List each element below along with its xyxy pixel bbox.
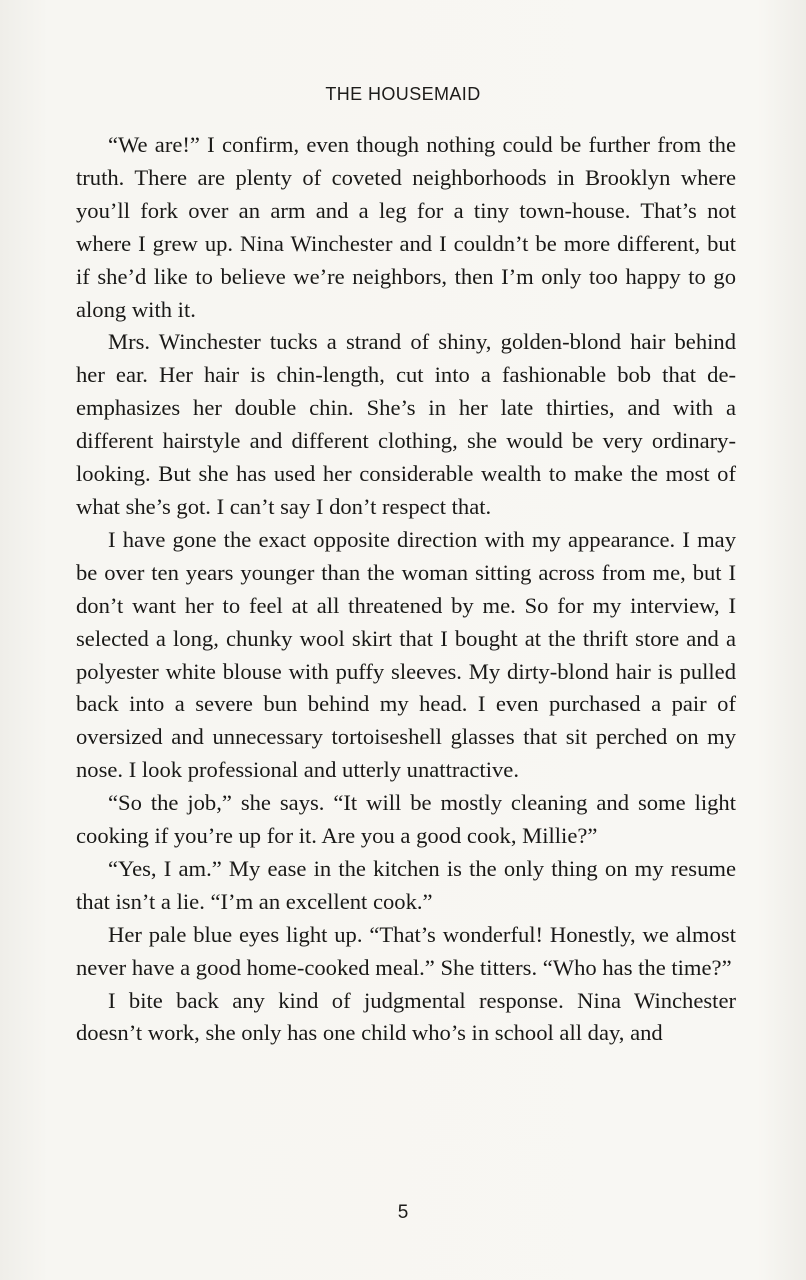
paragraph-5: “Yes, I am.” My ease in the kitchen is the only thing on my resume that isn’t a lie. “I’m an excellent cook.” [76, 855, 736, 914]
paragraph-7: I bite back any kind of judgmental response. Nina Winchester doesn’t work, she only has one child who’s in school all day, and [76, 987, 736, 1046]
paragraph-6: Her pale blue eyes light up. “That’s wonderful! Honestly, we almost never have a good home-cooked meal.” She titters. “Who has the time?” [76, 921, 736, 980]
paragraph-1: “We are!” I confirm, even though nothing could be further from the truth. There are plenty of coveted neighborhoods in Brooklyn where you’ll fork over an arm and a leg for a tiny town-house. That’s not where I grew up. Nina Winchester and I couldn’t be more different, but if she’d like to believe we’re neighbors, then I’m only too happy to go along with it. [76, 132, 736, 322]
paragraph-2: Mrs. Winchester tucks a strand of shiny, golden-blond hair behind her ear. Her hair is chin-length, cut into a fashionable bob that de-emphasizes her double chin. She’s in her late thirties, and with a different hairstyle and different clothing, she would be very ordinary-looking. But she has used her considerable wealth to make the most of what she’s got. I can’t say I don’t respect that. [76, 329, 736, 519]
paragraph-4: “So the job,” she says. “It will be mostly cleaning and some light cooking if you’re up for it. Are you a good cook, Millie?” [76, 790, 736, 849]
page-number: 5 [397, 1202, 409, 1223]
running-head: THE HOUSEMAID [325, 84, 481, 104]
paragraph-3: I have gone the exact opposite direction with my appearance. I may be over ten years younger than the woman sitting across from me, but I don’t want her to feel at all threatened by me. So for my interview, I selected a long, chunky wool skirt that I bought at the thrift store and a polyester white blouse with puffy sleeves. My dirty-blond hair is pulled back into a severe bun behind my head. I even purchased a pair of oversized and unnecessary tortoiseshell glasses that sit perched on my nose. I look professional and utterly unattractive. [76, 526, 736, 783]
body-text [76, 129, 736, 1050]
